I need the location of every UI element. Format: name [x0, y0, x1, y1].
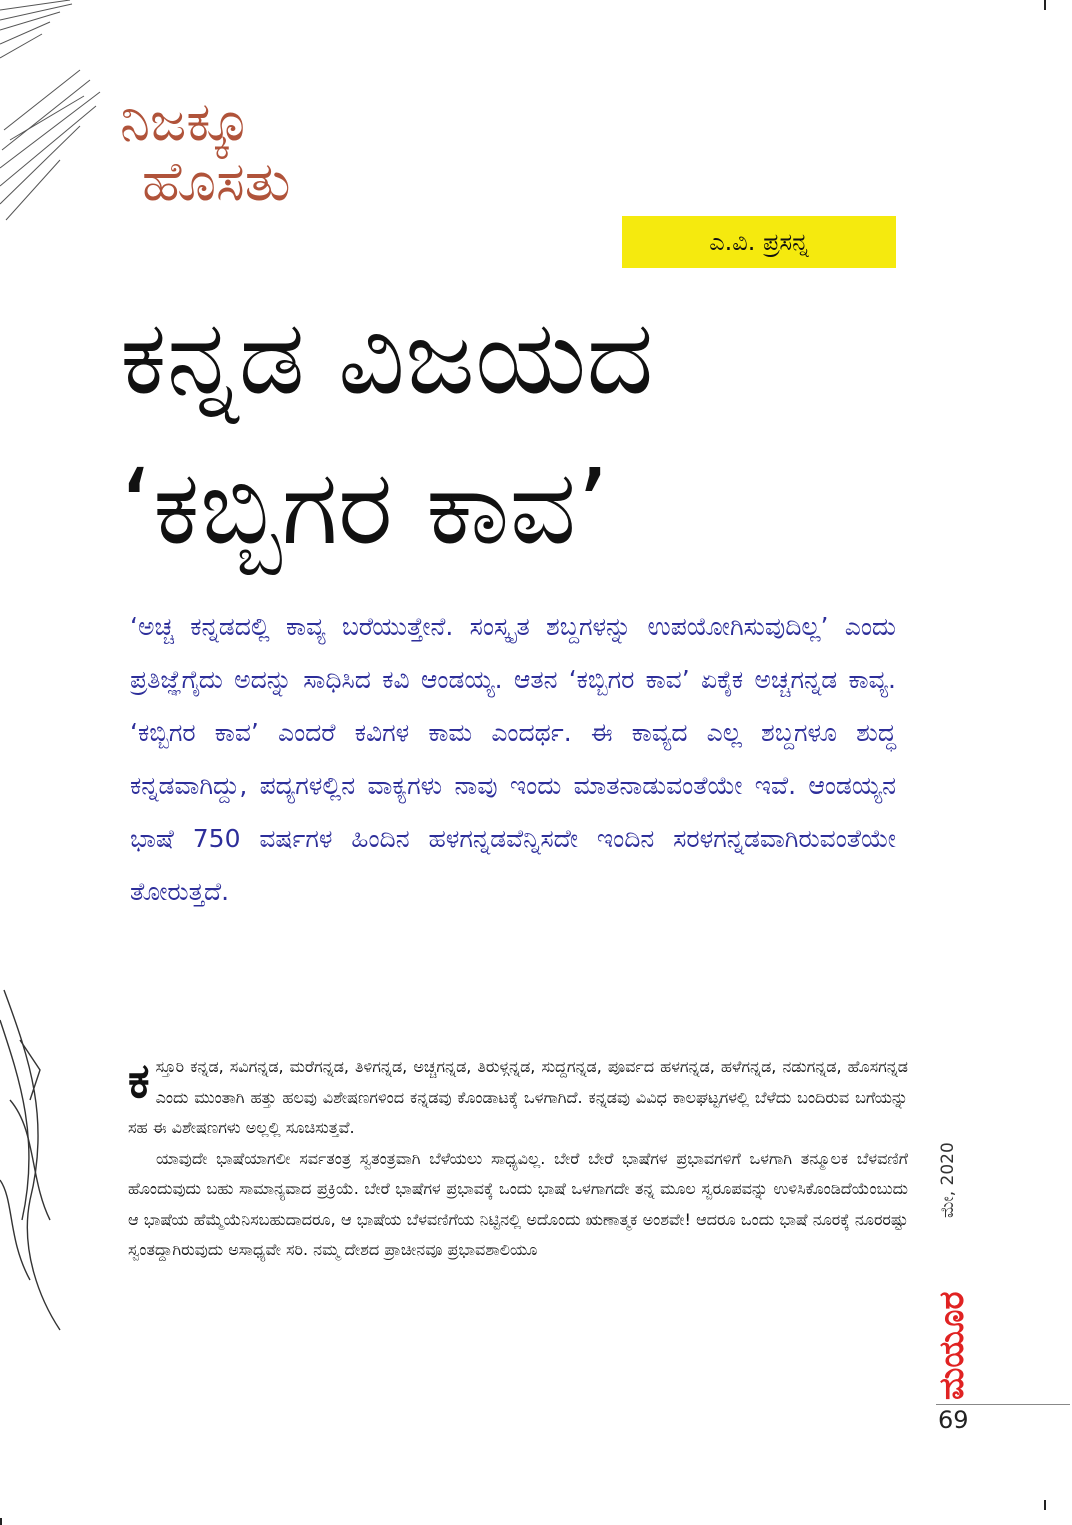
- crop-mark: [0, 1518, 2, 1525]
- body-paragraph-1: [128, 1052, 908, 1144]
- magazine-logo: ಮಯೂರ: [932, 1291, 972, 1400]
- author-name: ಎ.ವಿ. ಪ್ರಸನ್ನ: [709, 228, 809, 256]
- headline-line2: ‘ಕಬ್ಬಿಗರ ಕಾವ’: [120, 446, 610, 568]
- body-paragraph-1-text: ಸ್ತೂರಿ ಕನ್ನಡ, ಸವಿಗನ್ನಡ, ಮರೆಗನ್ನಡ, ತಿಳಿಗನ್ನಡ, ಅಚ್ಚಗನ್ನಡ, ತಿರುಳ್ಗನ್ನಡ, ಸುದ್ದಗನ್ನಡ, ಪೂರ್ವದ ಹಳಗನ್ನಡ, ಹಳೆಗನ್ನಡ, ನಡುಗನ್ನಡ, ಹೊಸಗನ್ನಡ ಎಂದು ಮುಂತಾಗಿ ಹತ್ತು ಹಲವು ವಿಶೇಷಣಗಳಿಂದ ಕನ್ನಡವು ಕೊಂಡಾಟಕ್ಕೆ ಒಳಗಾಗಿದೆ. ಕನ್ನಡವು ವಿವಿಧ ಕಾಲಘಟ್ಟಗಳಲ್ಲಿ ಬೆಳೆದು ಬಂದಿರುವ ಬಗೆಯನ್ನು ಸಹ ಈ ವಿಶೇಷಣಗಳು ಅಲ್ಲಲ್ಲಿ ಸೂಚಿಸುತ್ತವೆ.: [128, 1057, 908, 1137]
- page-number: 69: [938, 1406, 969, 1434]
- headline-line1: ಕನ್ನಡ ವಿಜಯದ: [120, 296, 654, 418]
- author-byline: [622, 216, 896, 268]
- article-headline: [120, 282, 1020, 582]
- section-logo-line2: ಹೊಸತು: [142, 150, 291, 213]
- crop-mark: [1044, 0, 1046, 10]
- section-logo: [120, 92, 360, 212]
- drop-cap: ಕ: [128, 1053, 150, 1109]
- footer-rule: [936, 1404, 1070, 1405]
- issue-date: ಮೇ, 2020: [938, 1142, 958, 1218]
- section-logo-line1: ನಿಜಕ್ಕೂ: [120, 90, 251, 153]
- sketch-illustration-top: [0, 0, 120, 240]
- sketch-illustration-bottom: [0, 980, 80, 1340]
- article-body: [128, 1052, 908, 1266]
- intro-paragraph: ‘ಅಚ್ಚ ಕನ್ನಡದಲ್ಲಿ ಕಾವ್ಯ ಬರೆಯುತ್ತೇನೆ. ಸಂಸ್ಕೃತ ಶಬ್ದಗಳನ್ನು ಉಪಯೋಗಿಸುವುದಿಲ್ಲ’ ಎಂದು ಪ್ರತಿಜ್ಞೆಗೈದು ಅದನ್ನು ಸಾಧಿಸಿದ ಕವಿ ಆಂಡಯ್ಯ. ಆತನ ‘ಕಬ್ಬಿಗರ ಕಾವ’ ಏಕೈಕ ಅಚ್ಚಗನ್ನಡ ಕಾವ್ಯ. ‘ಕಬ್ಬಿಗರ ಕಾವ’ ಎಂದರೆ ಕವಿಗಳ ಕಾಮ ಎಂದರ್ಥ. ಈ ಕಾವ್ಯದ ಎಲ್ಲ ಶಬ್ದಗಳೂ ಶುದ್ಧ ಕನ್ನಡವಾಗಿದ್ದು, ಪದ್ಯಗಳಲ್ಲಿನ ವಾಕ್ಯಗಳು ನಾವು ಇಂದು ಮಾತನಾಡುವಂತೆಯೇ ಇವೆ. ಆಂಡಯ್ಯನ ಭಾಷೆ 750 ವರ್ಷಗಳ ಹಿಂದಿನ ಹಳಗನ್ನಡವೆನ್ನಿಸದೇ ಇಂದಿನ ಸರಳಗನ್ನಡವಾಗಿರುವಂತೆಯೇ ತೋರುತ್ತದೆ.: [130, 612, 896, 906]
- crop-mark: [1044, 1500, 1046, 1510]
- body-paragraph-2: ಯಾವುದೇ ಭಾಷೆಯಾಗಲೀ ಸರ್ವತಂತ್ರ ಸ್ವತಂತ್ರವಾಗಿ ಬೆಳೆಯಲು ಸಾಧ್ಯವಿಲ್ಲ. ಬೇರೆ ಬೇರೆ ಭಾಷೆಗಳ ಪ್ರಭಾವಗಳಿಗೆ ಒಳಗಾಗಿ ತನ್ಮೂಲಕ ಬೆಳವಣಿಗೆ ಹೊಂದುವುದು ಬಹು ಸಾಮಾನ್ಯವಾದ ಪ್ರಕ್ರಿಯೆ. ಬೇರೆ ಭಾಷೆಗಳ ಪ್ರಭಾವಕ್ಕೆ ಒಂದು ಭಾಷೆ ಒಳಗಾಗದೇ ತನ್ನ ಮೂಲ ಸ್ವರೂಪವನ್ನು ಉಳಿಸಿಕೊಂಡಿದೆಯೆಂಬುದು ಆ ಭಾಷೆಯ ಹೆಮ್ಮೆಯೆನಿಸಬಹುದಾದರೂ, ಆ ಭಾಷೆಯ ಬೆಳವಣಿಗೆಯ ನಿಟ್ಟಿನಲ್ಲಿ ಅದೊಂದು ಋಣಾತ್ಮಕ ಅಂಶವೇ! ಆದರೂ ಒಂದು ಭಾಷೆ ನೂರಕ್ಕೆ ನೂರರಷ್ಟು ಸ್ವಂತದ್ದಾಗಿರುವುದು ಅಸಾಧ್ಯವೇ ಸರಿ. ನಮ್ಮ ದೇಶದ ಪ್ರಾಚೀನವೂ ಪ್ರಭಾವಶಾಲಿಯೂ: [128, 1148, 908, 1259]
